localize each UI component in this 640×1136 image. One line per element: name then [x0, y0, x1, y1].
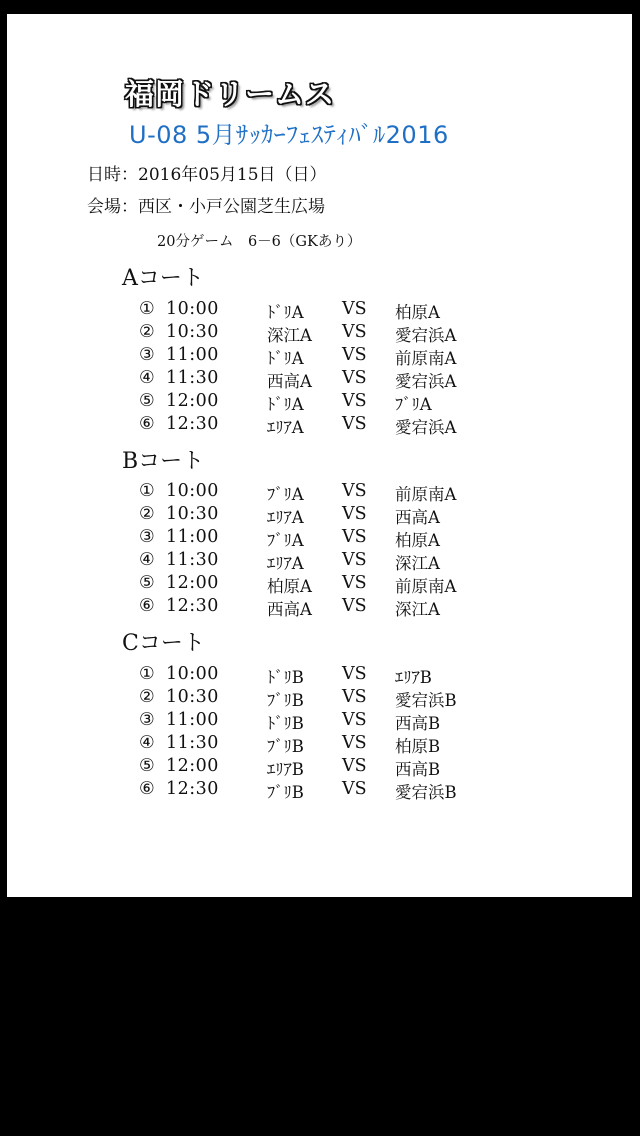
match-row	[139, 756, 519, 779]
match-number: ③	[139, 527, 155, 547]
event-date: 日時：2016年05月15日（日）	[87, 165, 327, 185]
versus-label: VS	[342, 550, 367, 570]
court-c-schedule	[139, 664, 519, 802]
away-team: 愛宕浜B	[395, 783, 457, 802]
match-number: ①	[139, 664, 155, 684]
away-team: 深江A	[395, 600, 440, 619]
versus-label: VS	[342, 756, 367, 776]
match-time: 12:00	[166, 756, 219, 776]
match-time: 10:30	[166, 322, 219, 342]
match-time: 10:30	[166, 687, 219, 707]
versus-label: VS	[342, 779, 367, 799]
match-row	[139, 779, 519, 802]
match-number: ①	[139, 299, 155, 319]
away-team: 前原南A	[395, 349, 457, 368]
away-team: 西高B	[395, 760, 441, 779]
court-a-schedule	[139, 299, 519, 437]
home-team: 西高A	[267, 372, 312, 391]
match-row	[139, 391, 519, 414]
match-number: ⑤	[139, 391, 155, 411]
away-team: 前原南A	[395, 485, 457, 504]
match-time: 11:00	[166, 710, 219, 730]
court-b-schedule	[139, 481, 519, 619]
away-team: 柏原A	[395, 303, 440, 322]
away-team: ｴﾘｱB	[395, 668, 432, 687]
versus-label: VS	[342, 664, 367, 684]
home-team: ﾌﾞﾘB	[267, 691, 304, 710]
home-team: 柏原A	[267, 577, 312, 596]
home-team: ﾌﾞﾘB	[267, 783, 304, 802]
home-team: 深江A	[267, 326, 312, 345]
match-row	[139, 710, 519, 733]
away-team: 柏原A	[395, 531, 440, 550]
match-number: ③	[139, 345, 155, 365]
match-time: 10:00	[166, 481, 219, 501]
match-row	[139, 550, 519, 573]
home-team: ｴﾘｱA	[267, 554, 304, 573]
match-time: 10:00	[166, 299, 219, 319]
home-team: ﾄﾞﾘA	[267, 303, 304, 322]
versus-label: VS	[342, 504, 367, 524]
versus-label: VS	[342, 322, 367, 342]
match-time: 12:30	[166, 414, 219, 434]
match-number: ⑤	[139, 573, 155, 593]
match-number: ②	[139, 504, 155, 524]
away-team: 西高A	[395, 508, 440, 527]
versus-label: VS	[342, 527, 367, 547]
match-row	[139, 573, 519, 596]
event-title: U-08 5月ｻｯｶｰﾌｪｽﾃｨﾊﾞﾙ2016	[129, 121, 449, 149]
versus-label: VS	[342, 414, 367, 434]
court-b-label: Bコート	[122, 449, 205, 474]
match-number: ②	[139, 322, 155, 342]
match-number: ④	[139, 368, 155, 388]
home-team: ﾄﾞﾘA	[267, 395, 304, 414]
match-row	[139, 322, 519, 345]
versus-label: VS	[342, 710, 367, 730]
versus-label: VS	[342, 573, 367, 593]
home-team: ﾄﾞﾘA	[267, 349, 304, 368]
home-team: ﾌﾞﾘB	[267, 737, 304, 756]
match-row	[139, 733, 519, 756]
home-team: ﾄﾞﾘB	[267, 714, 304, 733]
match-time: 12:30	[166, 779, 219, 799]
away-team: 愛宕浜B	[395, 691, 457, 710]
court-c-label: Cコート	[122, 631, 205, 656]
match-number: ①	[139, 481, 155, 501]
event-venue: 会場：西区・小戸公園芝生広場	[87, 197, 325, 217]
document-page	[7, 14, 632, 897]
home-team: ﾌﾞﾘA	[267, 485, 304, 504]
home-team: ｴﾘｱA	[267, 508, 304, 527]
match-row	[139, 345, 519, 368]
versus-label: VS	[342, 299, 367, 319]
versus-label: VS	[342, 368, 367, 388]
match-row	[139, 414, 519, 437]
away-team: ﾌﾞﾘA	[395, 395, 432, 414]
match-row	[139, 664, 519, 687]
match-number: ③	[139, 710, 155, 730]
match-row	[139, 504, 519, 527]
home-team: ｴﾘｱA	[267, 418, 304, 437]
match-number: ⑤	[139, 756, 155, 776]
match-time: 12:00	[166, 391, 219, 411]
match-time: 10:30	[166, 504, 219, 524]
game-rule: 20分ゲーム 6－6（GKあり）	[157, 234, 362, 250]
match-row	[139, 527, 519, 550]
match-time: 11:30	[166, 550, 219, 570]
match-time: 11:00	[166, 527, 219, 547]
away-team: 愛宕浜A	[395, 418, 457, 437]
match-time: 11:00	[166, 345, 219, 365]
match-number: ④	[139, 550, 155, 570]
versus-label: VS	[342, 391, 367, 411]
court-a-label: Aコート	[122, 266, 204, 291]
home-team: ｴﾘｱB	[267, 760, 304, 779]
match-time: 11:30	[166, 368, 219, 388]
club-name-title: 福岡ドリームス	[125, 77, 336, 111]
away-team: 愛宕浜A	[395, 326, 457, 345]
versus-label: VS	[342, 345, 367, 365]
away-team: 西高B	[395, 714, 441, 733]
match-row	[139, 687, 519, 710]
match-number: ⑥	[139, 779, 155, 799]
match-row	[139, 481, 519, 504]
versus-label: VS	[342, 733, 367, 753]
match-number: ⑥	[139, 414, 155, 434]
match-number: ②	[139, 687, 155, 707]
versus-label: VS	[342, 687, 367, 707]
away-team: 前原南A	[395, 577, 457, 596]
match-row	[139, 299, 519, 322]
home-team: 西高A	[267, 600, 312, 619]
versus-label: VS	[342, 481, 367, 501]
match-number: ④	[139, 733, 155, 753]
versus-label: VS	[342, 596, 367, 616]
home-team: ﾌﾞﾘA	[267, 531, 304, 550]
away-team: 深江A	[395, 554, 440, 573]
match-time: 12:30	[166, 596, 219, 616]
match-time: 10:00	[166, 664, 219, 684]
away-team: 柏原B	[395, 737, 441, 756]
match-time: 12:00	[166, 573, 219, 593]
match-time: 11:30	[166, 733, 219, 753]
match-row	[139, 596, 519, 619]
match-row	[139, 368, 519, 391]
home-team: ﾄﾞﾘB	[267, 668, 304, 687]
away-team: 愛宕浜A	[395, 372, 457, 391]
match-number: ⑥	[139, 596, 155, 616]
